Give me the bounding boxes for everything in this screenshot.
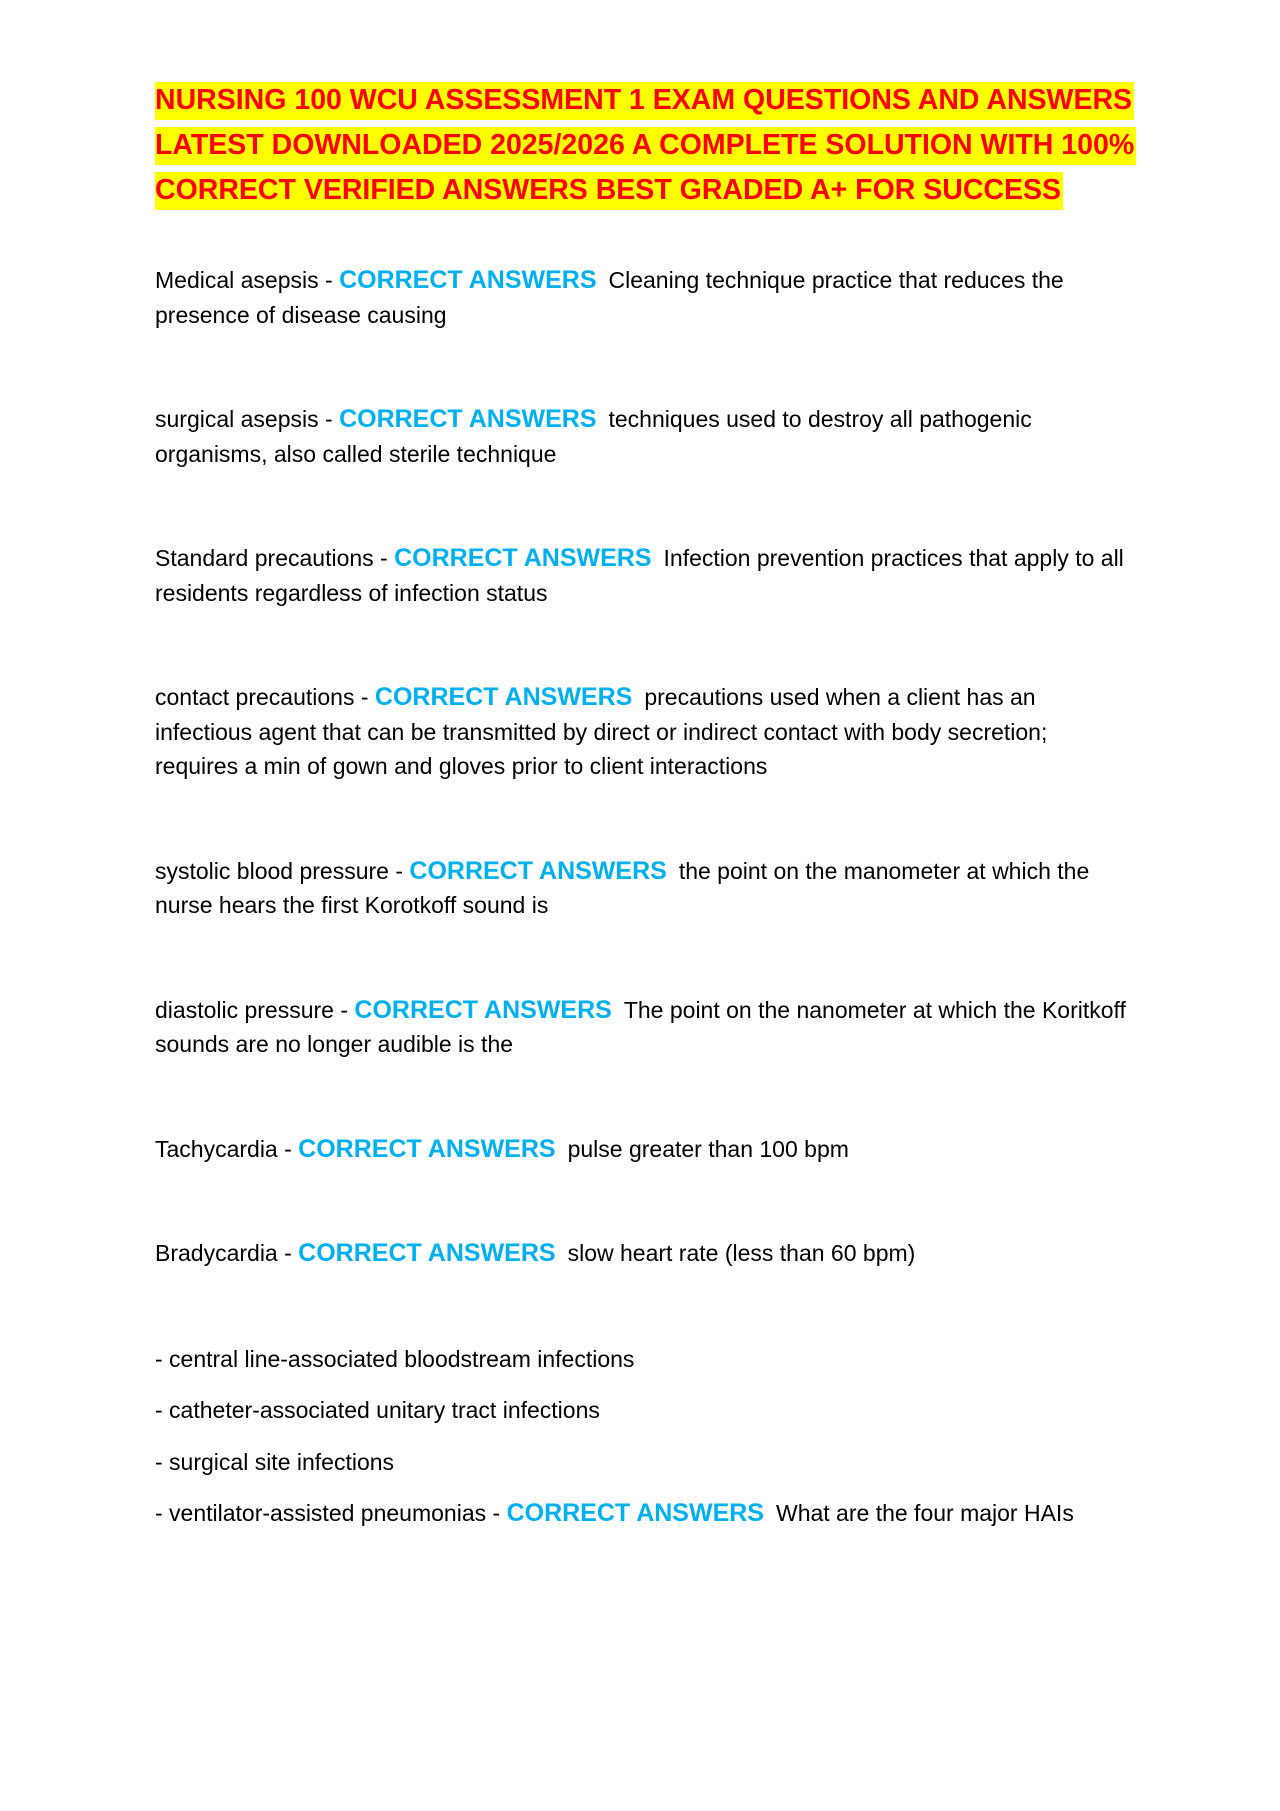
qa-entry [155, 541, 1135, 610]
qa-entry [155, 402, 1135, 471]
qa-entry [155, 263, 1135, 332]
document-title [155, 78, 1135, 213]
correct-answers-label: CORRECT ANSWERS [339, 405, 597, 433]
qa-term: Bradycardia - [155, 1240, 299, 1266]
document-page [155, 78, 1135, 1531]
qa-entry [155, 1236, 1135, 1271]
correct-answers-label: CORRECT ANSWERS [374, 683, 633, 711]
hai-question-block [155, 1342, 1135, 1531]
qa-term: contact precautions - [155, 684, 375, 710]
hai-list-item: - surgical site infections [155, 1448, 395, 1475]
hai-list-item-final [155, 1496, 1135, 1531]
document-title-text: NURSING 100 WCU ASSESSMENT 1 EXAM QUESTIONS AND ANSWERS LATEST DOWNLOADED 2025/2026 A COMPLETE SOLUTION WITH 100% CORRECT VERIFIED ANSWERS BEST GRADED A+ FOR SUCCESS [155, 82, 1136, 210]
qa-definition: Cleaning technique practice that reduces the presence of disease causing [155, 267, 1064, 328]
qa-definition: pulse greater than 100 bpm [567, 1135, 849, 1162]
correct-answers-label: CORRECT ANSWERS [354, 995, 612, 1024]
qa-definition: the point on the manometer at which the nurse hears the first Korotkoff sound is [155, 857, 1090, 918]
qa-term: - ventilator-assisted pneumonias - [155, 1500, 507, 1526]
qa-term: systolic blood pressure - [155, 857, 410, 884]
qa-term: surgical asepsis - [155, 406, 340, 432]
qa-entry [155, 993, 1135, 1062]
qa-term: Medical asepsis - [155, 267, 340, 293]
qa-definition: What are the four major HAIs [775, 1500, 1074, 1526]
correct-answers-label: CORRECT ANSWERS [394, 544, 652, 572]
qa-definition: precautions used when a client has an infectious agent that can be transmitted by direct or indirect contact with body secretion; requires a min of gown and gloves prior to client interactions [155, 684, 1048, 779]
qa-entry [155, 680, 1135, 784]
qa-term: Tachycardia - [155, 1135, 299, 1162]
correct-answers-label: CORRECT ANSWERS [298, 1134, 556, 1163]
qa-entry [155, 854, 1135, 923]
qa-definition: The point on the nanometer at which the Koritkoff sounds are no longer audible is the [155, 996, 1126, 1057]
qa-definition: Infection prevention practices that apply to all residents regardless of infection status [155, 545, 1124, 606]
qa-definition: slow heart rate (less than 60 bpm) [567, 1240, 916, 1266]
correct-answers-label: CORRECT ANSWERS [506, 1499, 764, 1527]
qa-term: Standard precautions - [155, 545, 395, 571]
qa-term: diastolic pressure - [155, 996, 355, 1023]
qa-entry [155, 1132, 1135, 1167]
qa-list [155, 263, 1135, 1271]
hai-list-item: - catheter-associated unitary tract infections [155, 1397, 600, 1423]
correct-answers-label: CORRECT ANSWERS [298, 1239, 556, 1267]
correct-answers-label: CORRECT ANSWERS [339, 266, 597, 294]
correct-answers-label: CORRECT ANSWERS [409, 856, 667, 885]
qa-definition: techniques used to destroy all pathogenic organisms, also called sterile technique [155, 406, 1032, 467]
hai-list-item: - central line-associated bloodstream infections [155, 1345, 635, 1372]
